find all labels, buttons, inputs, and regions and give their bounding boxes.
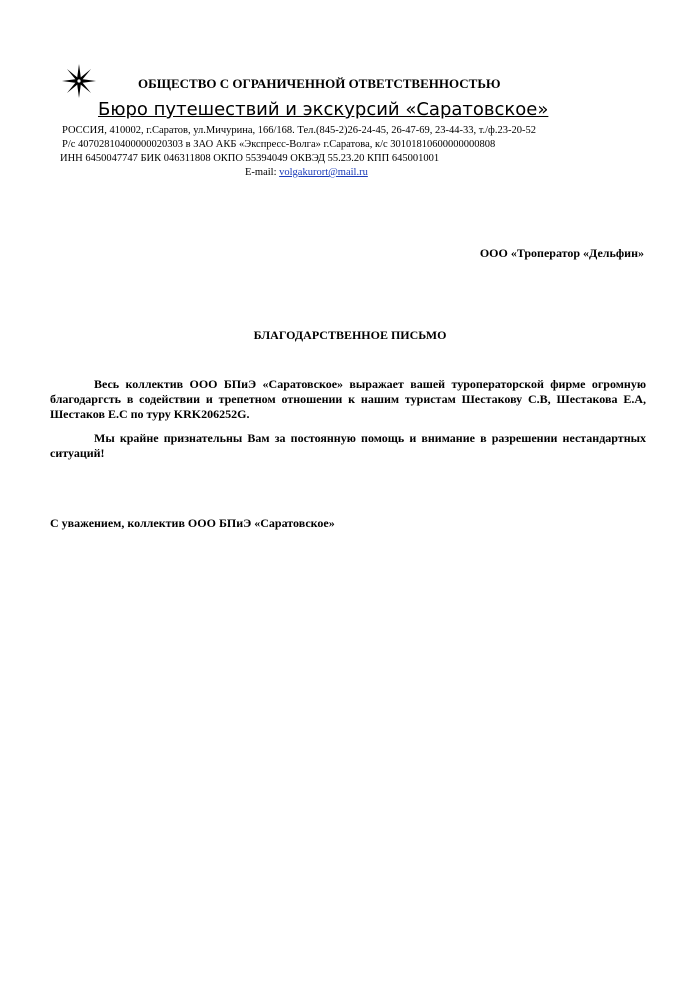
letter-paragraph-2: Мы крайне признательны Вам за постоянную помощь и внимание в разрешении нестандартных ситуаций! xyxy=(50,431,646,460)
email-link[interactable]: volgakurort@mail.ru xyxy=(279,167,368,178)
company-codes-line: ИНН 6450047747 БИК 046311808 ОКПО 55394049 ОКВЭД 55.23.20 КПП 645001001 xyxy=(60,153,440,164)
bank-details-line: Р/с 40702810400000020303 в ЗАО АКБ «Экспресс-Волга» г.Саратова, к/с 30101810600000000808 xyxy=(62,139,496,150)
org-type-heading: ОБЩЕСТВО С ОГРАНИЧЕННОЙ ОТВЕТСТВЕННОСТЬЮ xyxy=(138,76,501,91)
closing-signature: С уважением, коллектив ООО БПиЭ «Саратовское» xyxy=(50,516,335,530)
email-label: E-mail: xyxy=(245,167,280,178)
compass-star-icon xyxy=(62,64,96,98)
letter-paragraph-1: Весь коллектив ООО БПиЭ «Саратовское» выражает вашей туроператорской фирме огромную благодаргсть в содействии и трепетном отношении к нашим туристам Шестакову С.В, Шестакова Е.А, Шестаков Е.С по туру KRK206252G. xyxy=(50,377,646,421)
org-name-heading: Бюро путешествий и экскурсий «Саратовское» xyxy=(98,99,549,120)
email-line xyxy=(245,166,368,180)
address-line: РОССИЯ, 410002, г.Саратов, ул.Мичурина, 166/168. Тел.(845-2)26-24-45, 26-47-69, 23-44-33, т./ф.23-20-52 xyxy=(62,125,536,136)
letter-title: БЛАГОДАРСТВЕННОЕ ПИСЬМО xyxy=(253,328,447,342)
recipient: ООО «Троператор «Дельфин» xyxy=(479,246,644,260)
